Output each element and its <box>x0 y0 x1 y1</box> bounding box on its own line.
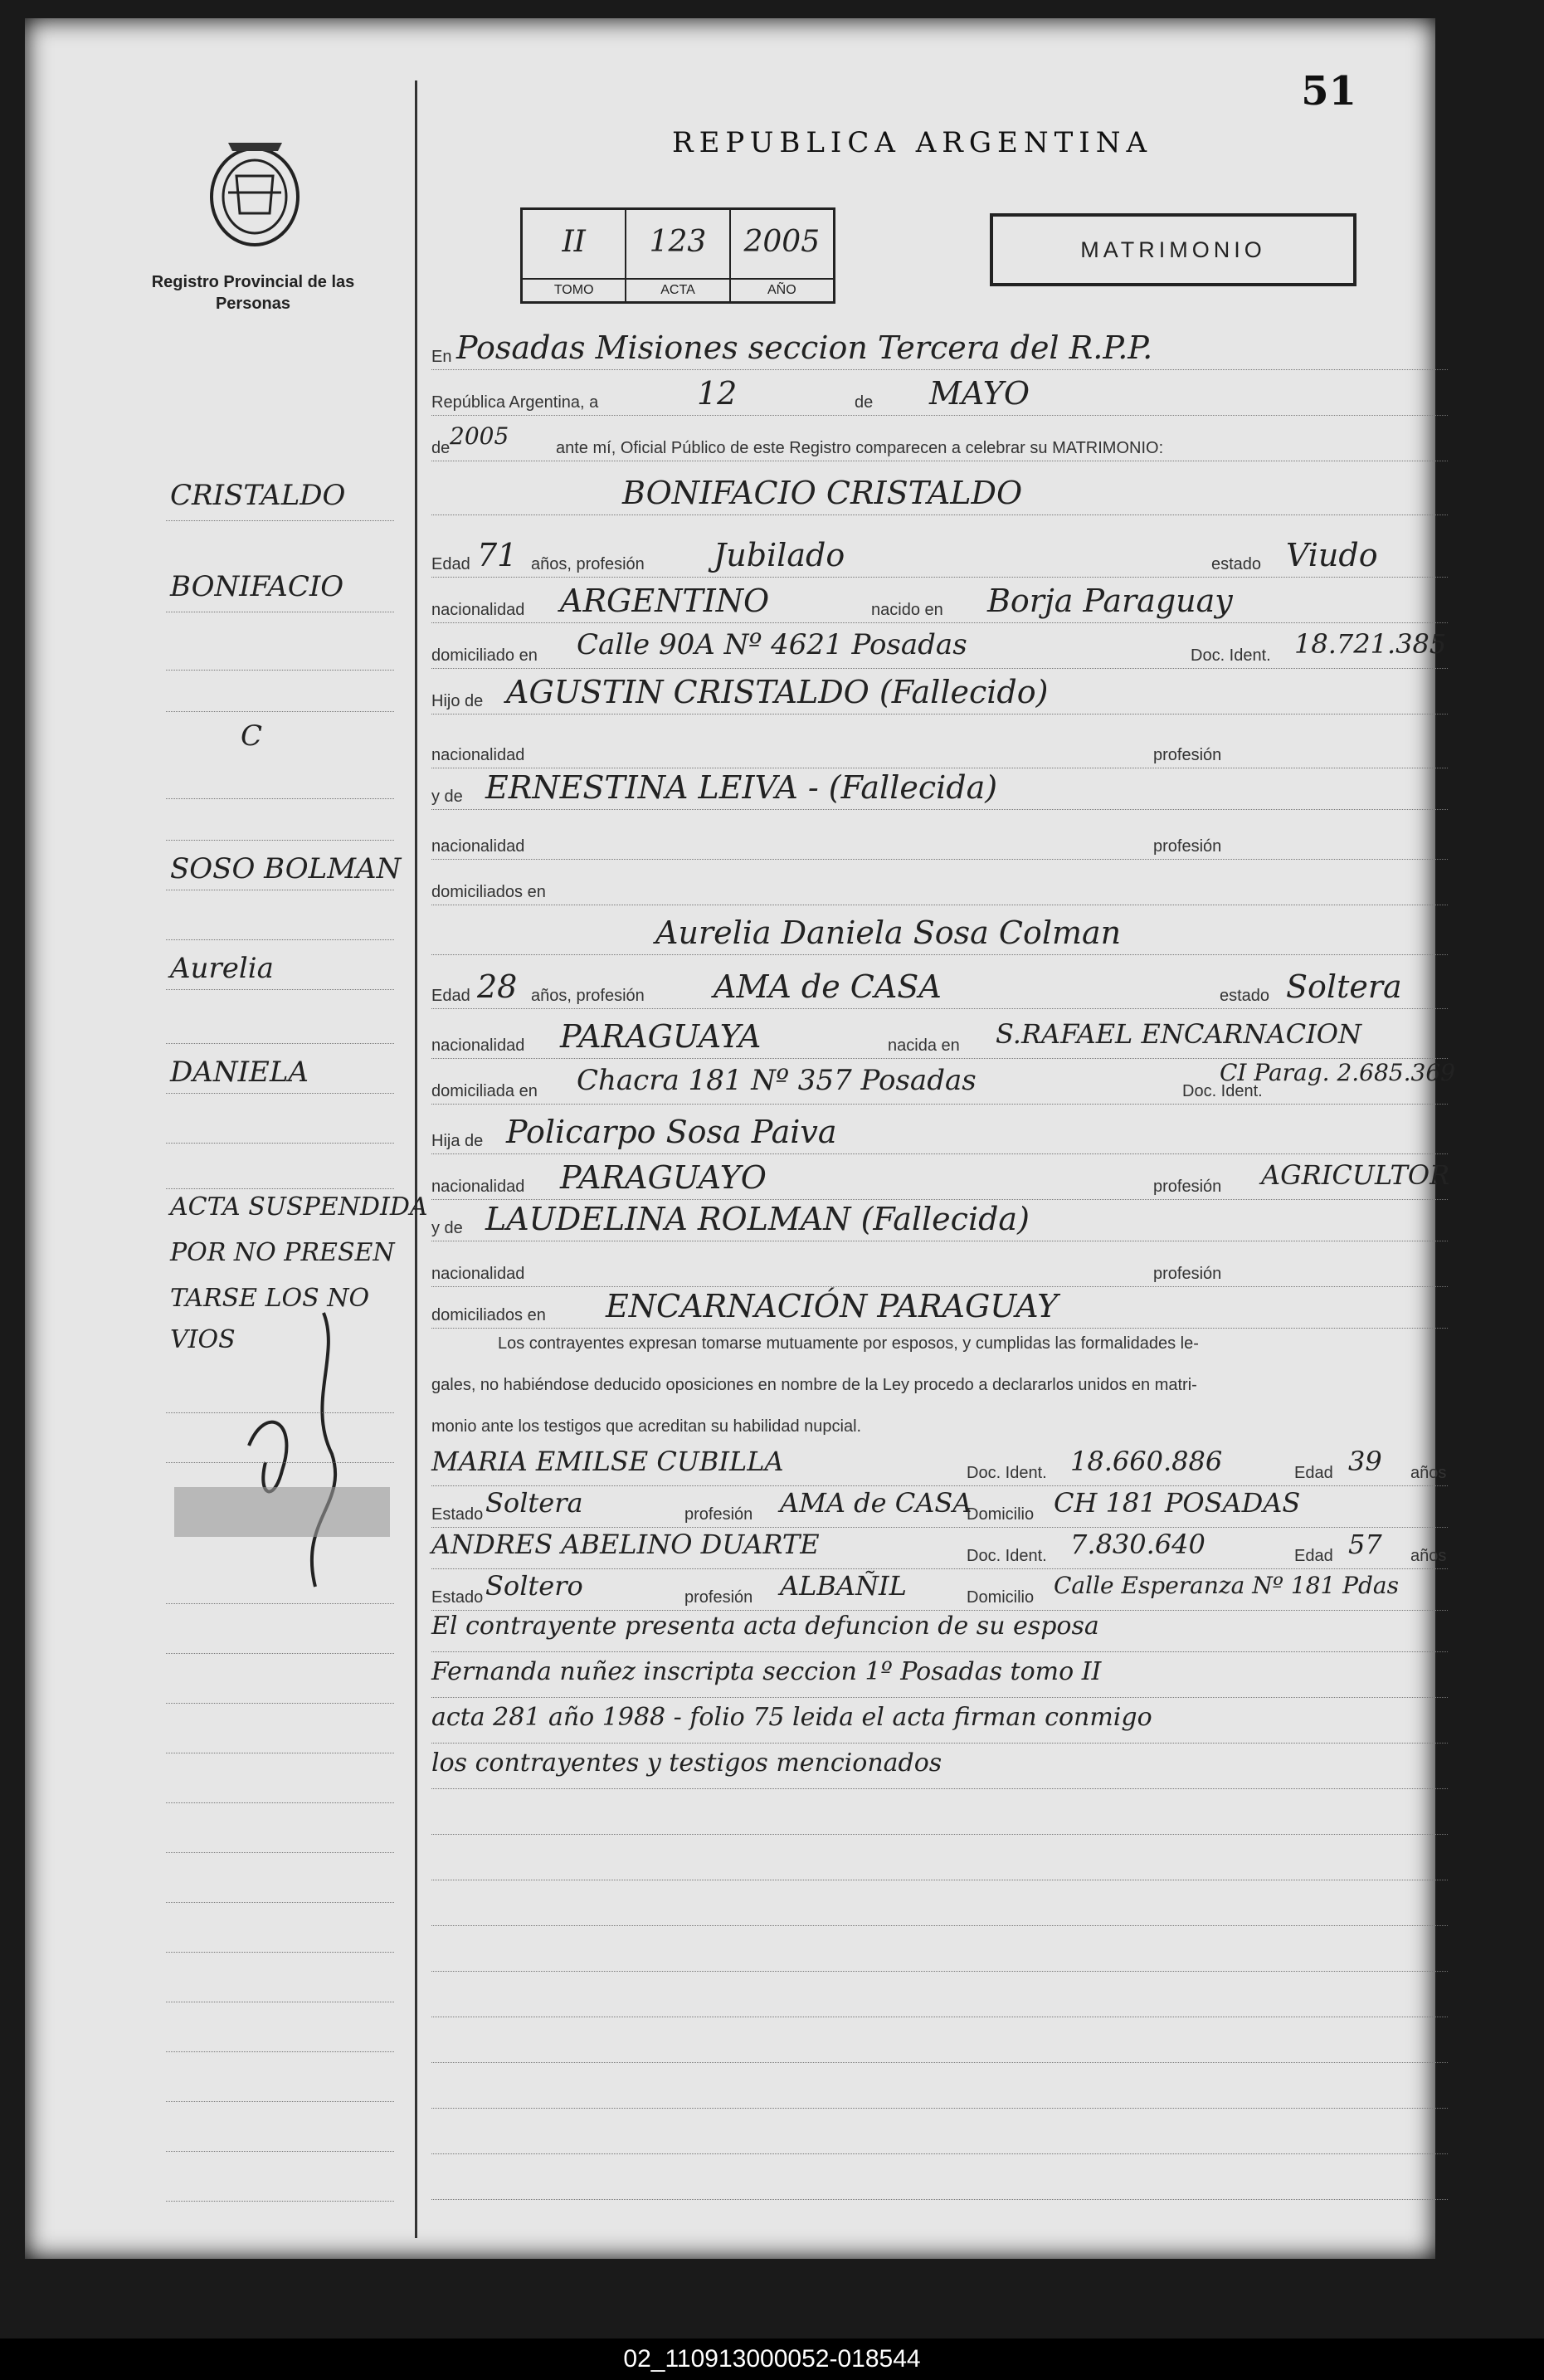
ante-text: ante mí, Oficial Público de este Registro comparecen a celebrar su MATRIMONIO: <box>556 439 1164 457</box>
page-number: 51 <box>1301 68 1356 115</box>
prof-label: profesión <box>684 1505 753 1524</box>
margin-line <box>166 1002 394 1044</box>
groom-father: AGUSTIN CRISTALDO (Fallecido) <box>506 674 1049 710</box>
row-groom-father <box>431 674 1448 714</box>
bride-father-nationality: PARAGUAYO <box>560 1159 767 1196</box>
groom-profession: Jubilado <box>714 537 845 573</box>
image-id-footer: 02_110913000052-018544 <box>0 2339 1544 2380</box>
bride-nationality: PARAGUAYA <box>560 1018 762 1055</box>
margin-line <box>166 2109 394 2152</box>
en-label: En <box>431 348 452 366</box>
acta-label: ACTA <box>626 278 728 301</box>
margin-note-suspended-4: VIOS <box>170 1325 236 1354</box>
row-year <box>431 421 1448 461</box>
month-value: MAYO <box>929 375 1030 412</box>
doc-label: Doc. Ident. <box>1182 1082 1263 1100</box>
hija-label: Hija de <box>431 1132 484 1150</box>
bride-mother: LAUDELINA ROLMAN (Fallecida) <box>485 1201 1030 1237</box>
witness2-age: 57 <box>1348 1529 1382 1560</box>
doc-label: Doc. Ident. <box>967 1464 1047 1482</box>
row-republica <box>431 375 1448 416</box>
matrimonio-box: MATRIMONIO <box>990 213 1356 286</box>
row-bride-age <box>431 968 1448 1009</box>
dom-label: domiciliado en <box>431 646 538 665</box>
edad-label: Edad <box>431 987 470 1005</box>
groom-name: BONIFACIO CRISTALDO <box>622 475 1023 511</box>
margin-line <box>166 1960 394 2002</box>
domicilio-label: Domicilio <box>967 1588 1035 1607</box>
note-line-3: acta 281 año 1988 - folio 75 leida el acta firman conmigo <box>431 1703 1152 1732</box>
nacido-label: nacido en <box>871 601 943 619</box>
formula-line-2: gales, no habiéndose deducido oposiciones en nombre de la Ley procedo a declararlos unidos en matri- <box>431 1376 1197 1394</box>
yde-label: y de <box>431 1219 463 1237</box>
row-bride-dom <box>431 1059 1455 1105</box>
witness1-address: CH 181 POSADAS <box>1054 1487 1301 1519</box>
edad-label: Edad <box>1294 1464 1333 1482</box>
blank-row <box>431 1885 1448 1926</box>
margin-line <box>166 1811 394 1853</box>
domicilio-label: Domicilio <box>967 1505 1035 1524</box>
row-witness2-b <box>431 1570 1448 1611</box>
margin-divider <box>415 80 417 2238</box>
provincial-seal-icon <box>203 134 307 251</box>
prof-label: profesión <box>1153 1178 1222 1196</box>
place-value: Posadas Misiones seccion Tercera del R.P.P. <box>456 329 1153 366</box>
row-note2 <box>431 1657 1448 1698</box>
groom-doc: 18.721.385 <box>1294 628 1447 660</box>
blank-row <box>431 1794 1448 1835</box>
prof-label: profesión <box>684 1588 753 1607</box>
margin-line <box>166 1861 394 1903</box>
margin-stamp <box>174 1487 390 1537</box>
domiciliados-label: domiciliados en <box>431 883 546 901</box>
row-bride-mother-nac <box>431 1246 1448 1287</box>
witness2-estado: Soltero <box>485 1570 583 1602</box>
tomo-cell <box>523 210 626 301</box>
blank-row <box>431 1931 1448 1972</box>
nac-label: nacionalidad <box>431 746 525 764</box>
groom-nationality: ARGENTINO <box>560 583 770 619</box>
row-en <box>431 329 1448 370</box>
witness1-profession: AMA de CASA <box>780 1487 972 1519</box>
doc-label: Doc. Ident. <box>967 1547 1047 1565</box>
margin-line <box>166 1562 394 1604</box>
witness2-doc: 7.830.640 <box>1070 1529 1205 1560</box>
margin-line <box>166 2159 394 2202</box>
row-bride-nac <box>431 1018 1448 1059</box>
row-groom-name <box>431 475 1448 515</box>
row-bride-mother <box>431 1201 1448 1241</box>
margin-line <box>166 1910 394 1953</box>
bride-parents-address: ENCARNACIÓN PARAGUAY <box>606 1288 1059 1324</box>
blank-row <box>431 2068 1448 2109</box>
witness2-profession: ALBAÑIL <box>780 1570 907 1602</box>
blank-row <box>431 2022 1448 2063</box>
estado-label: Estado <box>431 1505 484 1524</box>
note-line-1: El contrayente presenta acta defuncion de su esposa <box>431 1612 1099 1641</box>
witness2-address: Calle Esperanza Nº 181 Pdas <box>1054 1572 1399 1599</box>
nac-label: nacionalidad <box>431 1036 525 1055</box>
row-bride-parents-dom <box>431 1288 1448 1329</box>
anos-label: años <box>1410 1547 1447 1565</box>
row-groom-mother-nac <box>431 819 1448 860</box>
groom-age: 71 <box>477 537 518 573</box>
blank-row <box>431 2159 1448 2200</box>
row-bride-name <box>431 914 1448 955</box>
margin-line <box>166 2010 394 2052</box>
blank-row <box>431 1977 1448 2017</box>
margin-line <box>166 898 394 940</box>
nacida-label: nacida en <box>888 1036 960 1055</box>
edad-label: Edad <box>1294 1547 1333 1565</box>
margin-line <box>166 1612 394 1654</box>
formula-line-3: monio ante los testigos que acreditan su habilidad nupcial. <box>431 1417 862 1436</box>
row-note3 <box>431 1703 1448 1744</box>
row-groom-age <box>431 537 1448 578</box>
row-witness2 <box>431 1529 1448 1569</box>
bride-name: Aurelia Daniela Sosa Colman <box>655 914 1122 951</box>
note-line-2: Fernanda nuñez inscripta seccion 1º Posadas tomo II <box>431 1657 1102 1686</box>
formula-line-1: Los contrayentes expresan tomarse mutuamente por esposos, y cumplidas las formalidades le- <box>498 1334 1199 1353</box>
margin-line <box>166 798 394 841</box>
witness1-age: 39 <box>1348 1446 1382 1477</box>
margin-note-bride-name1: Aurelia <box>170 952 274 985</box>
margin-note-bride-name2: DANIELA <box>170 1056 309 1089</box>
margin-line <box>166 670 394 712</box>
yde-label: y de <box>431 788 463 806</box>
acta-cell <box>626 210 730 301</box>
acta-value: 123 <box>649 225 707 259</box>
prof-label: profesión <box>1153 837 1222 856</box>
nac-label: nacionalidad <box>431 1178 525 1196</box>
bride-father-profession: AGRICULTOR <box>1261 1159 1450 1191</box>
tomo-label: TOMO <box>523 278 625 301</box>
row-groom-nac <box>431 583 1448 623</box>
doc-label: Doc. Ident. <box>1191 646 1271 665</box>
bride-doc: CI Parag. 2.685.369 <box>1220 1059 1455 1086</box>
estado-label: Estado <box>431 1588 484 1607</box>
row-groom-father-nac <box>431 728 1448 768</box>
bride-address: Chacra 181 Nº 357 Posadas <box>577 1064 977 1097</box>
estado-label: estado <box>1211 555 1262 573</box>
margin-note-suspended-1: ACTA SUSPENDIDA <box>170 1192 428 1222</box>
prof-label: profesión <box>1153 1265 1222 1283</box>
row-bride-father <box>431 1114 1448 1154</box>
row-witness1 <box>431 1446 1448 1486</box>
margin-note-bride-surname: SOSO BOLMAN <box>170 852 402 885</box>
margin-line <box>166 1661 394 1704</box>
row-witness1-b <box>431 1487 1448 1528</box>
nac-label: nacionalidad <box>431 1265 525 1283</box>
de-label: de <box>431 439 451 457</box>
witness1-doc: 18.660.886 <box>1070 1446 1223 1477</box>
domiciliados-label: domiciliados en <box>431 1306 546 1324</box>
anos-label: años <box>1410 1464 1447 1482</box>
hijo-label: Hijo de <box>431 692 484 710</box>
margin-line <box>166 628 394 671</box>
register-page <box>25 18 1455 2259</box>
republica-title: REPUBLICA ARGENTINA <box>672 126 1153 159</box>
bride-father: Policarpo Sosa Paiva <box>506 1114 837 1150</box>
margin-note-c: C <box>241 719 263 753</box>
witness2-name: ANDRES ABELINO DUARTE <box>431 1529 820 1560</box>
note-line-4: los contrayentes y testigos mencionados <box>431 1748 942 1778</box>
margin-line <box>166 1711 394 1753</box>
margin-note-surname: CRISTALDO <box>170 479 346 512</box>
edad-label: Edad <box>431 555 470 573</box>
nac-label: nacionalidad <box>431 601 525 619</box>
republica-label: República Argentina, a <box>431 393 599 412</box>
registro-provincial-label: Registro Provincial de las Personas <box>151 273 355 313</box>
margin-line <box>166 1761 394 1803</box>
witness1-estado: Soltera <box>485 1487 583 1519</box>
tomo-acta-ano-box <box>520 207 835 304</box>
prof-label: profesión <box>1153 746 1222 764</box>
groom-mother: ERNESTINA LEIVA - (Fallecida) <box>485 769 998 806</box>
nac-label: nacionalidad <box>431 837 525 856</box>
margin-line <box>166 2060 394 2102</box>
year-value: 2005 <box>450 422 509 450</box>
groom-address: Calle 90A Nº 4621 Posadas <box>577 628 967 661</box>
blank-row <box>431 2114 1448 2154</box>
margin-note-suspended-2: POR NO PRESEN <box>170 1238 395 1267</box>
groom-estado: Viudo <box>1286 537 1378 573</box>
row-groom-dom <box>431 628 1448 669</box>
margin-line <box>166 1371 394 1413</box>
row-groom-parents-dom <box>431 865 1448 905</box>
domiciliada-label: domiciliada en <box>431 1082 538 1100</box>
blank-row <box>431 1840 1448 1880</box>
de-label: de <box>855 393 874 412</box>
groom-birthplace: Borja Paraguay <box>987 583 1233 619</box>
bride-estado: Soltera <box>1286 968 1402 1005</box>
margin-note-firstname: BONIFACIO <box>170 570 344 603</box>
margin-line <box>166 1147 394 1189</box>
tomo-value: II <box>562 225 586 259</box>
anos-prof-label: años, profesión <box>531 555 645 573</box>
estado-label: estado <box>1220 987 1270 1005</box>
margin-line <box>166 757 394 799</box>
margin-note-suspended-3: TARSE LOS NO <box>170 1284 370 1313</box>
witness1-name: MARIA EMILSE CUBILLA <box>431 1446 784 1477</box>
ano-cell <box>731 210 833 301</box>
ano-label: AÑO <box>731 278 833 301</box>
row-bride-father-nac <box>431 1159 1448 1200</box>
bride-profession: AMA de CASA <box>714 968 942 1005</box>
ano-value: 2005 <box>743 225 821 259</box>
anos-prof-label: años, profesión <box>531 987 645 1005</box>
margin-line <box>166 1421 394 1463</box>
bride-birthplace: S.RAFAEL ENCARNACION <box>996 1018 1361 1050</box>
margin-line <box>166 1101 394 1144</box>
row-note4 <box>431 1748 1448 1789</box>
row-note1 <box>431 1612 1448 1652</box>
bride-age: 28 <box>477 968 518 1005</box>
row-groom-mother <box>431 769 1448 810</box>
day-value: 12 <box>697 375 738 412</box>
